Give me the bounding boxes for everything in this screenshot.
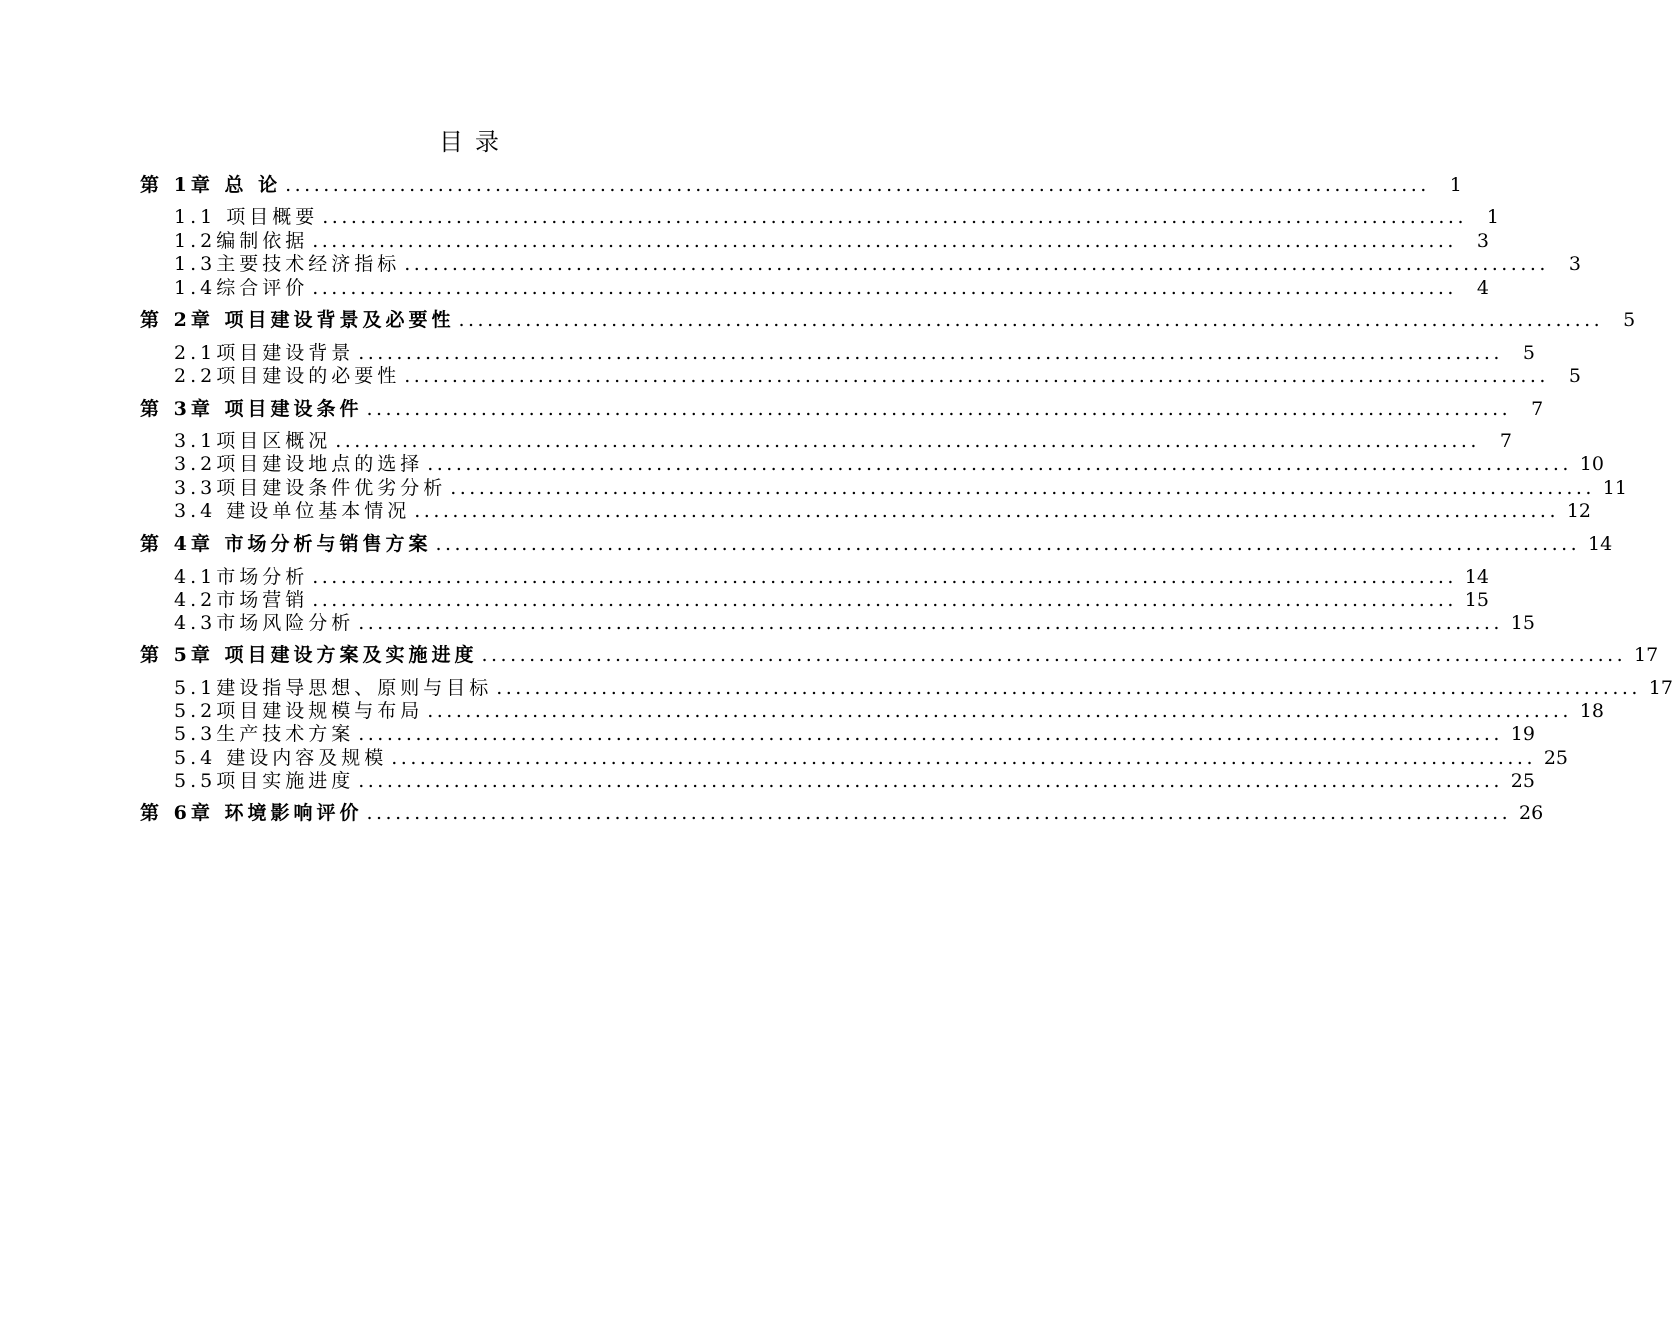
toc-section-entry[interactable] xyxy=(174,452,1604,476)
dot-leader: ........................................................................................................................ xyxy=(358,612,1503,634)
toc-entry-label: 5.2项目建设规模与布局 xyxy=(174,700,424,722)
toc-section-entry[interactable] xyxy=(174,565,1489,589)
toc-entry-label: 3.2项目建设地点的选择 xyxy=(174,453,424,475)
toc-chapter-entry[interactable] xyxy=(140,532,1613,556)
toc-section-entry[interactable] xyxy=(174,476,1627,500)
dot-leader: ........................................................................................................................ xyxy=(322,206,1468,228)
toc-page-number: 12 xyxy=(1566,500,1592,522)
toc-page-number: 1 xyxy=(1449,174,1462,196)
toc-section-entry[interactable] xyxy=(174,229,1489,253)
toc-entry-label: 1.1 项目概要 xyxy=(174,206,319,228)
dot-leader: ........................................................................................................................ xyxy=(391,747,1537,769)
toc-entry-label: 5.1建设指导思想、原则与目标 xyxy=(174,677,493,699)
toc-chapter-entry[interactable] xyxy=(140,397,1544,421)
toc-entry-label: 第 3章 项目建设条件 xyxy=(140,398,363,420)
toc-entry-label: 2.1项目建设背景 xyxy=(174,342,355,364)
toc-entry-label: 1.3主要技术经济指标 xyxy=(174,253,401,275)
toc-entry-label: 第 5章 项目建设方案及实施进度 xyxy=(140,644,478,666)
toc-page-number: 5 xyxy=(1623,309,1636,331)
toc-entry-label: 2.2项目建设的必要性 xyxy=(174,365,401,387)
toc-chapter-entry[interactable] xyxy=(140,308,1636,332)
toc-entry-label: 5.5项目实施进度 xyxy=(174,770,355,792)
toc-section-entry[interactable] xyxy=(174,746,1569,770)
toc-section-entry[interactable] xyxy=(174,341,1535,365)
toc-page-number: 5 xyxy=(1522,342,1535,364)
toc-title: 目录 xyxy=(439,128,511,156)
dot-leader: ........................................................................................................................ xyxy=(496,677,1641,699)
dot-leader: ........................................................................................................................ xyxy=(435,533,1581,555)
toc-section-entry[interactable] xyxy=(174,252,1581,276)
toc-page-number: 18 xyxy=(1579,700,1604,722)
toc-page-number: 14 xyxy=(1464,566,1489,588)
toc-entry-label: 第 1章 总 论 xyxy=(140,174,282,196)
toc-chapter-entry[interactable] xyxy=(140,643,1659,667)
toc-page-number: 25 xyxy=(1510,770,1535,792)
toc-entry-label: 第 4章 市场分析与销售方案 xyxy=(140,533,432,555)
toc-page-number: 7 xyxy=(1499,430,1512,452)
dot-leader: ........................................................................................................................ xyxy=(335,430,1480,452)
dot-leader: ........................................................................................................................ xyxy=(285,174,1430,196)
dot-leader: ........................................................................................................................ xyxy=(358,723,1503,745)
toc-chapter-entry[interactable] xyxy=(140,801,1544,825)
toc-entry-label: 4.1市场分析 xyxy=(174,566,309,588)
dot-leader: ........................................................................................................................ xyxy=(481,644,1627,666)
toc-page-number: 11 xyxy=(1602,477,1627,499)
dot-leader: ........................................................................................................................ xyxy=(312,566,1457,588)
dot-leader: ........................................................................................................................ xyxy=(312,277,1457,299)
toc-page-number: 17 xyxy=(1648,677,1673,699)
toc-section-entry[interactable] xyxy=(174,699,1604,723)
toc-section-entry[interactable] xyxy=(174,769,1535,793)
toc-section-entry[interactable] xyxy=(174,205,1500,229)
toc-page-number: 19 xyxy=(1510,723,1535,745)
toc-page-number: 3 xyxy=(1568,253,1581,275)
toc-entry-label: 5.3生产技术方案 xyxy=(174,723,355,745)
toc-section-entry[interactable] xyxy=(174,588,1489,612)
toc-section-entry[interactable] xyxy=(174,611,1535,635)
dot-leader: ........................................................................................................................ xyxy=(427,700,1572,722)
toc-page-number: 25 xyxy=(1543,747,1569,769)
toc-page-number: 1 xyxy=(1486,206,1500,228)
toc-entry-label: 1.2编制依据 xyxy=(174,230,309,252)
toc-page-number: 17 xyxy=(1634,644,1659,666)
toc-entry-label: 4.2市场营销 xyxy=(174,589,309,611)
dot-leader: ........................................................................................................................ xyxy=(458,309,1604,331)
toc-section-entry[interactable] xyxy=(174,429,1512,453)
toc-page-number: 15 xyxy=(1464,589,1489,611)
toc-entry-label: 4.3市场风险分析 xyxy=(174,612,355,634)
toc-page-number: 15 xyxy=(1510,612,1535,634)
toc-chapter-entry[interactable] xyxy=(140,173,1462,197)
dot-leader: ........................................................................................................................ xyxy=(450,477,1595,499)
toc-page-number: 5 xyxy=(1568,365,1581,387)
dot-leader: ........................................................................................................................ xyxy=(358,770,1503,792)
dot-leader: ........................................................................................................................ xyxy=(404,253,1549,275)
toc-page-number: 3 xyxy=(1476,230,1489,252)
toc-entry-label: 1.4综合评价 xyxy=(174,277,309,299)
toc-section-entry[interactable] xyxy=(174,499,1592,523)
toc-page-number: 14 xyxy=(1588,533,1613,555)
dot-leader: ........................................................................................................................ xyxy=(404,365,1549,387)
toc-page-number: 4 xyxy=(1476,277,1489,299)
toc-page-number: 26 xyxy=(1519,802,1544,824)
dot-leader: ........................................................................................................................ xyxy=(366,398,1512,420)
dot-leader: ........................................................................................................................ xyxy=(358,342,1503,364)
toc-section-entry[interactable] xyxy=(174,676,1673,700)
dot-leader: ........................................................................................................................ xyxy=(312,230,1457,252)
toc-entry-label: 第 2章 项目建设背景及必要性 xyxy=(140,309,455,331)
toc-section-entry[interactable] xyxy=(174,364,1581,388)
dot-leader: ........................................................................................................................ xyxy=(427,453,1572,475)
toc-page-number: 10 xyxy=(1579,453,1604,475)
toc-entry-label: 3.4 建设单位基本情况 xyxy=(174,500,411,522)
toc-section-entry[interactable] xyxy=(174,722,1535,746)
toc-entry-label: 3.1项目区概况 xyxy=(174,430,332,452)
toc-entry-label: 5.4 建设内容及规模 xyxy=(174,747,388,769)
toc-entry-label: 第 6章 环境影响评价 xyxy=(140,802,363,824)
dot-leader: ........................................................................................................................ xyxy=(366,802,1512,824)
dot-leader: ........................................................................................................................ xyxy=(414,500,1560,522)
dot-leader: ........................................................................................................................ xyxy=(312,589,1457,611)
toc-entry-label: 3.3项目建设条件优劣分析 xyxy=(174,477,447,499)
toc-section-entry[interactable] xyxy=(174,276,1489,300)
toc-page-number: 7 xyxy=(1531,398,1544,420)
